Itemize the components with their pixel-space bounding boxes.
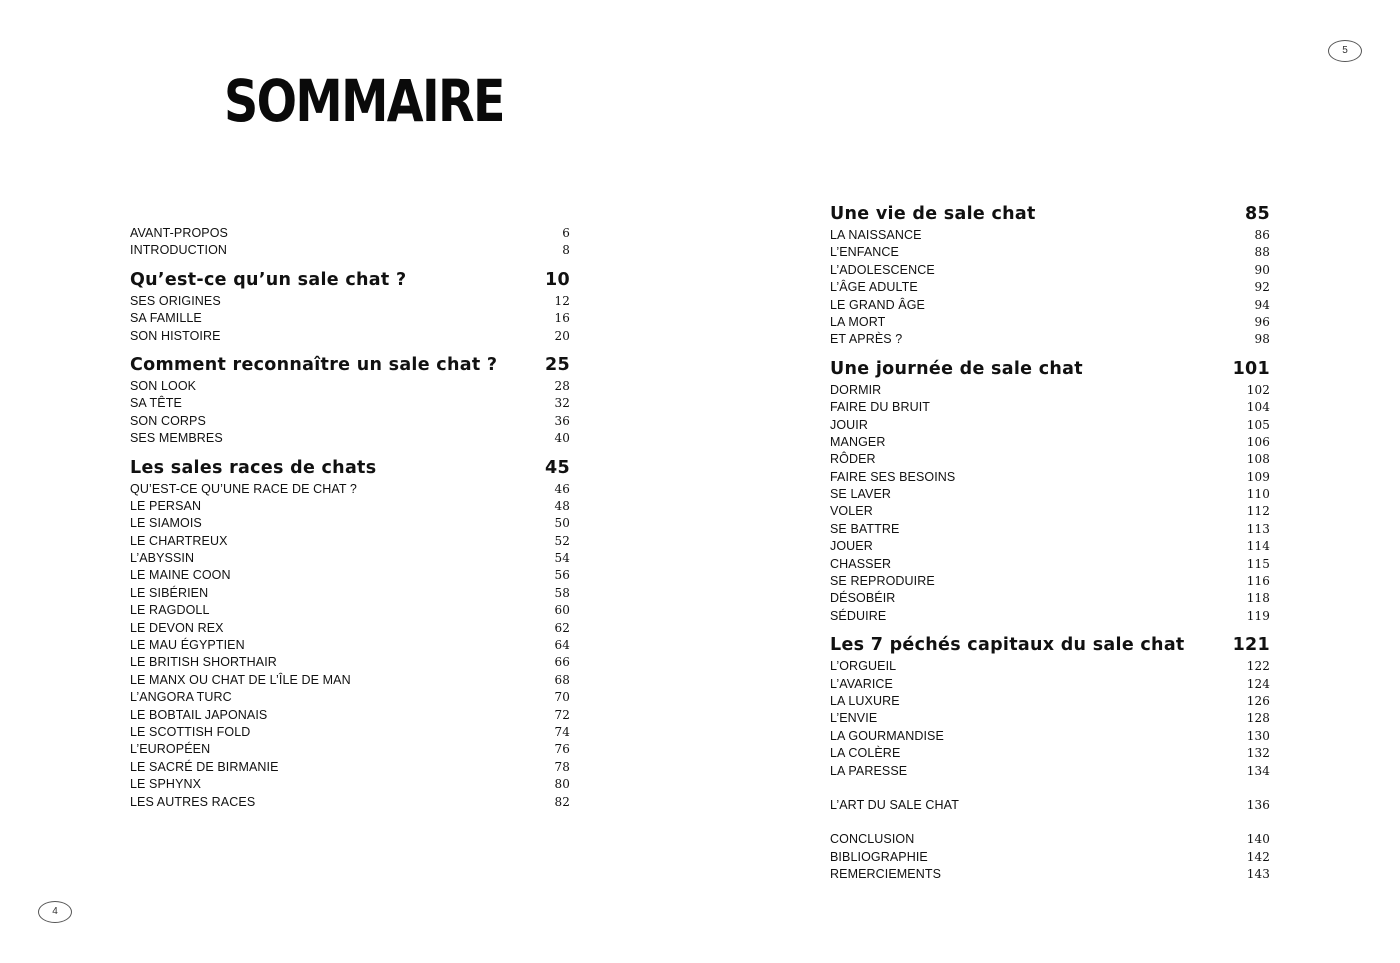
spacer <box>830 815 1270 832</box>
toc-entry-page: 113 <box>1246 521 1270 536</box>
toc-entry-label: L’EUROPÉEN <box>130 742 211 757</box>
toc-entry-label: LE CHARTREUX <box>130 533 228 548</box>
toc-entry <box>830 504 1270 521</box>
toc-entry-page: 66 <box>554 655 570 670</box>
toc-entry <box>130 655 570 672</box>
toc-entry <box>130 499 570 516</box>
toc-entry <box>130 243 570 260</box>
toc-entry-label: JOUIR <box>830 417 868 432</box>
toc-section-heading <box>830 359 1270 381</box>
toc-entry-label: LE MANX OU CHAT DE L’ÎLE DE MAN <box>130 672 351 687</box>
toc-entry-page: 6 <box>562 226 570 240</box>
toc-section-title: Une journée de sale chat <box>830 358 1083 379</box>
toc-section-heading <box>130 270 570 292</box>
toc-entry-page: 102 <box>1246 382 1270 397</box>
toc-right-column <box>830 204 1270 885</box>
toc-entry-page: 96 <box>1254 314 1270 329</box>
toc-entry-page: 20 <box>554 328 570 343</box>
toc-entry-page: 52 <box>554 533 570 548</box>
toc-section-page: 85 <box>1245 204 1270 224</box>
toc-entry <box>130 516 570 533</box>
toc-entry-label: SON LOOK <box>130 378 197 393</box>
toc-section-page: 45 <box>545 457 570 478</box>
toc-entry <box>130 568 570 585</box>
toc-entry <box>830 764 1270 781</box>
toc-entry-label: DÉSOBÉIR <box>830 591 896 606</box>
toc-entry-page: 124 <box>1246 676 1270 691</box>
toc-entry <box>830 452 1270 469</box>
toc-entry <box>130 294 570 311</box>
toc-entry-label: LES AUTRES RACES <box>130 794 256 809</box>
toc-entry-label: LE RAGDOLL <box>130 603 210 618</box>
toc-entry-page: 98 <box>1254 332 1270 347</box>
toc-entry-page: 58 <box>554 585 570 600</box>
toc-entry-page: 110 <box>1246 487 1270 502</box>
toc-section-title: Les sales races de chats <box>130 457 377 478</box>
toc-entry <box>130 760 570 777</box>
toc-entry <box>130 482 570 499</box>
toc-entry <box>130 725 570 742</box>
toc-entry <box>130 311 570 328</box>
toc-entry-label: L’ENVIE <box>830 711 878 726</box>
toc-entry-label: L’ÂGE ADULTE <box>830 280 918 295</box>
toc-entry-page: 134 <box>1246 763 1270 778</box>
toc-entry-page: 70 <box>554 690 570 705</box>
toc-entry-label: LE DEVON REX <box>130 620 224 635</box>
toc-entry <box>830 263 1270 280</box>
toc-section-heading <box>130 355 570 377</box>
toc-entry <box>830 729 1270 746</box>
toc-entry-label: LE SPHYNX <box>130 777 202 792</box>
toc-entry-page: 50 <box>554 516 570 531</box>
page-title: SOMMAIRE <box>224 67 504 135</box>
toc-entry-label: LE BRITISH SHORTHAIR <box>130 655 277 670</box>
toc-section-page: 121 <box>1232 635 1270 656</box>
toc-entry-page: 115 <box>1246 556 1270 571</box>
toc-entry <box>830 574 1270 591</box>
toc-entry <box>130 603 570 620</box>
toc-entry-page: 16 <box>554 311 570 326</box>
toc-section-heading <box>830 635 1270 657</box>
toc-section-page: 101 <box>1232 358 1270 379</box>
toc-entry <box>130 586 570 603</box>
toc-entry <box>830 798 1270 815</box>
toc-entry-page: 118 <box>1246 591 1270 606</box>
toc-entry-page: 76 <box>554 742 570 757</box>
toc-entry-label: SE LAVER <box>830 487 892 502</box>
toc-entry <box>830 557 1270 574</box>
toc-entry-label: LE SIBÉRIEN <box>130 585 209 600</box>
toc-entry-label: SES ORIGINES <box>130 293 221 308</box>
toc-entry-page: 48 <box>554 498 570 513</box>
toc-entry-page: 92 <box>1254 280 1270 295</box>
toc-entry-label: ET APRÈS ? <box>830 332 903 347</box>
toc-entry <box>830 298 1270 315</box>
toc-entry <box>830 832 1270 849</box>
toc-entry <box>130 795 570 812</box>
toc-entry <box>830 609 1270 626</box>
toc-entry-page: 82 <box>554 794 570 809</box>
toc-entry-page: 140 <box>1246 832 1270 847</box>
toc-section-title: Une vie de sale chat <box>830 204 1036 224</box>
toc-entry-label: LE BOBTAIL JAPONAIS <box>130 707 268 722</box>
toc-entry <box>830 677 1270 694</box>
toc-entry-label: SA TÊTE <box>130 396 182 411</box>
toc-entry <box>130 690 570 707</box>
toc-entry-label: LA PARESSE <box>830 763 908 778</box>
toc-entry <box>830 694 1270 711</box>
toc-section-heading <box>830 204 1270 226</box>
toc-section-heading <box>130 458 570 480</box>
toc-entry <box>130 673 570 690</box>
toc-entry-page: 68 <box>554 672 570 687</box>
toc-entry <box>830 487 1270 504</box>
toc-entry-page: 28 <box>554 378 570 393</box>
toc-entry <box>830 228 1270 245</box>
toc-entry <box>130 621 570 638</box>
toc-entry <box>130 638 570 655</box>
toc-entry-page: 40 <box>554 431 570 446</box>
toc-entry-label: VOLER <box>830 504 873 519</box>
toc-entry <box>830 245 1270 262</box>
toc-entry <box>130 396 570 413</box>
toc-entry-label: LE SIAMOIS <box>130 516 202 531</box>
toc-entry-page: 119 <box>1246 608 1270 623</box>
toc-entry-label: L’ADOLESCENCE <box>830 262 935 277</box>
toc-entry-label: INTRODUCTION <box>130 243 228 258</box>
toc-entry-label: RÔDER <box>830 452 876 467</box>
toc-section-title: Qu’est-ce qu’un sale chat ? <box>130 269 407 290</box>
toc-entry-label: DORMIR <box>830 382 882 397</box>
toc-entry-page: 86 <box>1254 228 1270 242</box>
toc-entry-label: LA COLÈRE <box>830 746 901 761</box>
toc-entry-page: 112 <box>1246 504 1270 519</box>
toc-entry <box>830 400 1270 417</box>
toc-section-title: Les 7 péchés capitaux du sale chat <box>830 635 1185 656</box>
toc-entry <box>130 777 570 794</box>
toc-entry-label: LA MORT <box>830 314 886 329</box>
toc-section-title: Comment reconnaître un sale chat ? <box>130 354 498 375</box>
toc-entry-page: 109 <box>1246 469 1270 484</box>
toc-entry <box>830 332 1270 349</box>
toc-entry <box>130 742 570 759</box>
toc-entry-label: QU’EST-CE QU’UNE RACE DE CHAT ? <box>130 481 357 496</box>
toc-entry-label: LE MAINE COON <box>130 568 231 583</box>
toc-entry-page: 106 <box>1246 434 1270 449</box>
toc-entry-label: LE GRAND ÂGE <box>830 297 925 312</box>
toc-entry <box>830 418 1270 435</box>
toc-entry-page: 128 <box>1246 711 1270 726</box>
toc-entry-label: AVANT-PROPOS <box>130 226 228 240</box>
toc-entry-page: 72 <box>554 707 570 722</box>
toc-entry <box>830 867 1270 884</box>
toc-entry <box>830 539 1270 556</box>
toc-entry-page: 80 <box>554 777 570 792</box>
toc-entry-label: SE REPRODUIRE <box>830 574 935 589</box>
toc-entry-page: 32 <box>554 396 570 411</box>
toc-entry <box>830 435 1270 452</box>
toc-entry-page: 78 <box>554 759 570 774</box>
toc-entry-label: L’ANGORA TURC <box>130 690 232 705</box>
toc-entry-label: FAIRE DU BRUIT <box>830 400 931 415</box>
toc-entry-page: 130 <box>1246 728 1270 743</box>
toc-entry-label: FAIRE SES BESOINS <box>830 469 956 484</box>
toc-entry <box>830 383 1270 400</box>
toc-entry-label: SES MEMBRES <box>130 431 223 446</box>
toc-entry-page: 56 <box>554 568 570 583</box>
toc-entry-label: MANGER <box>830 434 886 449</box>
toc-section-page: 10 <box>545 269 570 290</box>
toc-entry-label: JOUER <box>830 539 873 554</box>
toc-entry-page: 142 <box>1246 849 1270 864</box>
toc-entry <box>830 470 1270 487</box>
toc-entry-label: SÉDUIRE <box>830 608 887 623</box>
toc-entry <box>130 551 570 568</box>
toc-entry-page: 90 <box>1254 262 1270 277</box>
toc-entry-label: L’ART DU SALE CHAT <box>830 797 959 812</box>
toc-entry-page: 126 <box>1246 693 1270 708</box>
toc-entry-page: 60 <box>554 603 570 618</box>
toc-entry <box>830 850 1270 867</box>
toc-entry-label: LA NAISSANCE <box>830 228 922 242</box>
toc-entry-page: 54 <box>554 551 570 566</box>
toc-entry-label: L’AVARICE <box>830 676 893 691</box>
toc-entry-page: 116 <box>1246 574 1270 589</box>
toc-entry <box>830 522 1270 539</box>
toc-entry-page: 36 <box>554 413 570 428</box>
toc-entry-page: 105 <box>1246 417 1270 432</box>
toc-left-column <box>130 226 570 812</box>
toc-entry-label: LA LUXURE <box>830 693 900 708</box>
toc-entry <box>130 534 570 551</box>
toc-entry <box>830 746 1270 763</box>
toc-entry-label: SA FAMILLE <box>130 311 202 326</box>
toc-entry-label: CONCLUSION <box>830 832 915 847</box>
toc-entry-label: L’ABYSSIN <box>130 551 195 566</box>
toc-entry-page: 64 <box>554 638 570 653</box>
toc-entry-label: REMERCIEMENTS <box>830 867 942 882</box>
toc-entry <box>830 280 1270 297</box>
toc-entry-page: 104 <box>1246 400 1270 415</box>
toc-entry-label: LE SCOTTISH FOLD <box>130 724 251 739</box>
toc-entry <box>830 315 1270 332</box>
toc-entry-label: LA GOURMANDISE <box>830 728 944 743</box>
toc-entry <box>830 591 1270 608</box>
toc-entry-label: LE MAU ÉGYPTIEN <box>130 638 245 653</box>
toc-entry <box>130 226 570 243</box>
toc-entry-page: 108 <box>1246 452 1270 467</box>
toc-entry-page: 114 <box>1246 539 1270 554</box>
toc-entry <box>130 431 570 448</box>
toc-entry <box>130 708 570 725</box>
toc-entry-label: SON CORPS <box>130 413 206 428</box>
toc-entry-page: 88 <box>1254 245 1270 260</box>
toc-entry <box>830 711 1270 728</box>
toc-entry <box>130 414 570 431</box>
toc-entry-label: L’ORGUEIL <box>830 659 897 674</box>
toc-entry-page: 62 <box>554 620 570 635</box>
toc-entry <box>830 659 1270 676</box>
toc-entry-page: 74 <box>554 724 570 739</box>
toc-entry-page: 8 <box>562 243 570 258</box>
toc-entry-label: SON HISTOIRE <box>130 328 221 343</box>
toc-entry-page: 132 <box>1246 746 1270 761</box>
toc-entry-label: BIBLIOGRAPHIE <box>830 849 928 864</box>
toc-entry-label: SE BATTRE <box>830 521 900 536</box>
toc-entry-page: 143 <box>1246 867 1270 882</box>
toc-entry-page: 94 <box>1254 297 1270 312</box>
toc-section-page: 25 <box>545 354 570 375</box>
toc-entry-page: 136 <box>1246 797 1270 812</box>
toc-entry <box>130 329 570 346</box>
toc-entry-page: 12 <box>554 293 570 308</box>
page-number-left: 4 <box>38 901 72 923</box>
toc-entry-page: 46 <box>554 481 570 496</box>
toc-entry-label: L’ENFANCE <box>830 245 899 260</box>
toc-entry-label: LE PERSAN <box>130 498 202 513</box>
toc-entry <box>130 379 570 396</box>
toc-entry-page: 122 <box>1246 659 1270 674</box>
page-number-right: 5 <box>1328 40 1362 62</box>
spacer <box>830 781 1270 798</box>
toc-entry-label: LE SACRÉ DE BIRMANIE <box>130 759 279 774</box>
toc-entry-label: CHASSER <box>830 556 892 571</box>
